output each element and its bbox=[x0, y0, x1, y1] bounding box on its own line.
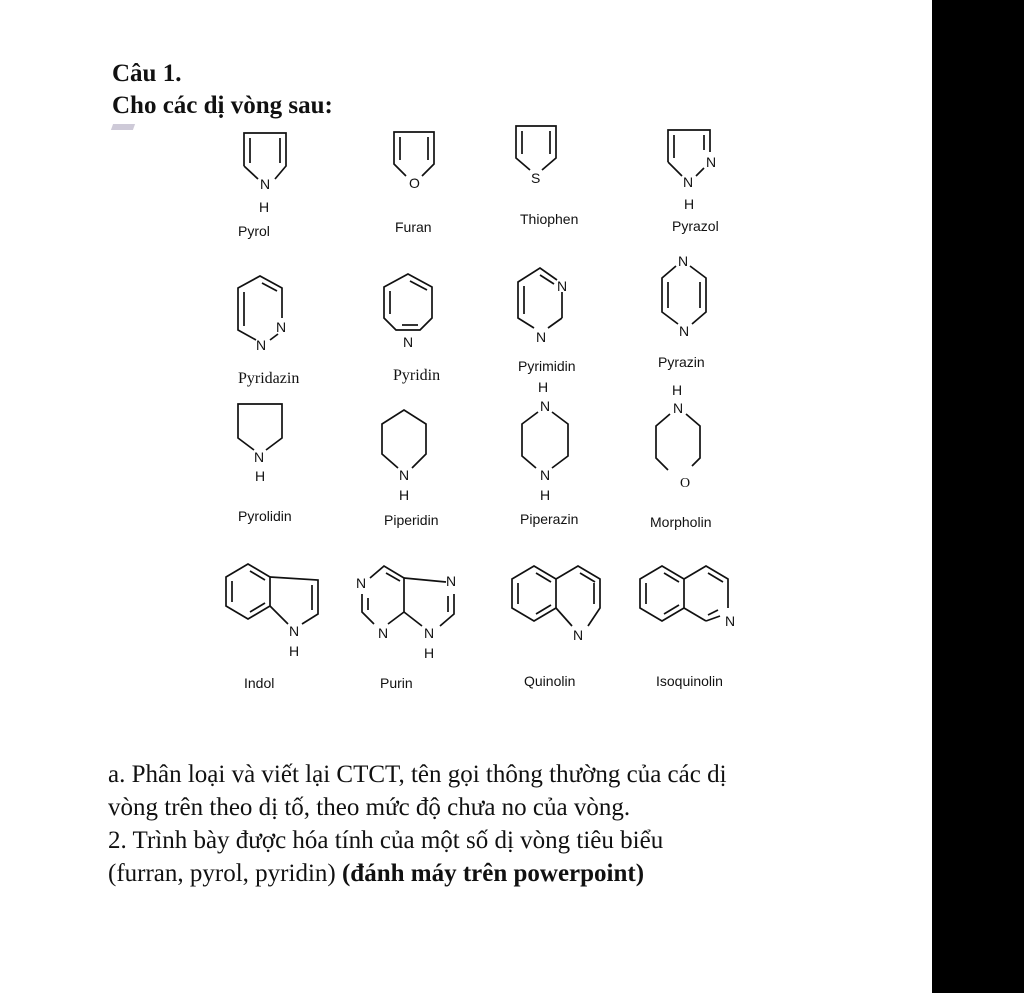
atom-label: N bbox=[446, 573, 457, 589]
atom-label: H bbox=[424, 645, 435, 661]
task-b-line2 bbox=[108, 857, 888, 890]
compound-label: Thiophen bbox=[520, 211, 579, 227]
atom-label: N bbox=[683, 174, 694, 190]
task-b-line1: 2. Trình bày được hóa tính của một số dị vòng tiêu biểu bbox=[108, 827, 664, 854]
compound-label: Piperidin bbox=[384, 512, 439, 528]
atom-label: N bbox=[260, 176, 271, 192]
atom-label: O bbox=[680, 476, 691, 491]
atom-label: H bbox=[540, 487, 551, 503]
task-text bbox=[108, 758, 888, 890]
atom-label: H bbox=[399, 487, 410, 503]
structure-pyrimidin bbox=[518, 268, 576, 374]
atom-label: N bbox=[540, 467, 551, 483]
compound-label: Quinolin bbox=[524, 673, 576, 689]
structure-piperazin bbox=[520, 379, 578, 527]
structure-pyrazol bbox=[668, 130, 719, 234]
compound-label: Pyrol bbox=[238, 223, 270, 239]
compound-label: Morpholin bbox=[650, 514, 712, 530]
structure-indol bbox=[226, 564, 318, 691]
atom-label: N bbox=[399, 467, 410, 483]
atom-label: N bbox=[424, 625, 435, 641]
atom-label: N bbox=[254, 449, 265, 465]
task-b-bold: (đánh máy trên powerpoint) bbox=[341, 860, 645, 887]
structure-isoquinolin bbox=[640, 566, 735, 689]
structure-morpholin bbox=[650, 382, 711, 530]
compound-label: Pyrolidin bbox=[238, 508, 292, 524]
structure-pyrol bbox=[238, 133, 286, 239]
atom-label: O bbox=[409, 175, 420, 191]
structure-purin bbox=[356, 566, 456, 691]
task-a-line1: a. Phân loại và viết lại CTCT, tên gọi thông thường của các dị bbox=[108, 761, 727, 788]
structure-pyrazin bbox=[658, 253, 706, 370]
atom-label: H bbox=[255, 468, 266, 484]
compound-label: Indol bbox=[244, 675, 275, 691]
atom-label: H bbox=[259, 199, 270, 215]
atom-label: S bbox=[531, 170, 541, 186]
atom-label: N bbox=[536, 329, 547, 345]
atom-label: N bbox=[557, 278, 568, 294]
compound-label: Piperazin bbox=[520, 511, 579, 527]
compound-label: Pyrimidin bbox=[518, 358, 576, 374]
compound-label: Pyrazin bbox=[658, 354, 705, 370]
atom-label: N bbox=[256, 337, 267, 353]
atom-label: N bbox=[706, 154, 717, 170]
task-a-line2: vòng trên theo dị tố, theo mức độ chưa no của vòng. bbox=[108, 794, 631, 821]
compound-label: Isoquinolin bbox=[656, 673, 723, 689]
atom-label: H bbox=[672, 382, 683, 398]
atom-label: N bbox=[289, 623, 300, 639]
atom-label: N bbox=[378, 625, 389, 641]
atom-label: N bbox=[356, 575, 367, 591]
question-title: Câu 1. bbox=[112, 60, 182, 87]
atom-label: N bbox=[673, 400, 684, 416]
atom-label: N bbox=[573, 627, 584, 643]
atom-label: H bbox=[684, 196, 695, 212]
black-side-bar bbox=[932, 0, 1024, 993]
structure-quinolin bbox=[512, 566, 600, 689]
compound-label: Pyridin bbox=[393, 367, 441, 384]
structure-pyridazin bbox=[238, 276, 299, 387]
compound-label: Purin bbox=[380, 675, 413, 691]
atom-label: H bbox=[289, 643, 300, 659]
compound-label: Furan bbox=[395, 219, 432, 235]
atom-label: N bbox=[678, 253, 689, 269]
compound-label: Pyrazol bbox=[672, 218, 719, 234]
structure-pyrolidin bbox=[238, 404, 292, 524]
atom-label: N bbox=[403, 334, 414, 350]
structure-pyridin bbox=[384, 274, 440, 384]
structure-thiophen bbox=[516, 126, 578, 227]
structure-furan bbox=[394, 132, 434, 235]
atom-label: N bbox=[540, 398, 551, 414]
question-subtitle: Cho các dị vòng sau: bbox=[112, 92, 333, 119]
atom-label: N bbox=[679, 323, 690, 339]
atom-label: N bbox=[725, 613, 736, 629]
atom-label: N bbox=[276, 319, 287, 335]
compound-label: Pyridazin bbox=[238, 370, 300, 387]
structure-piperidin bbox=[382, 410, 438, 528]
task-b-prefix: (furran, pyrol, pyridin) bbox=[108, 860, 342, 887]
atom-label: H bbox=[538, 379, 549, 395]
